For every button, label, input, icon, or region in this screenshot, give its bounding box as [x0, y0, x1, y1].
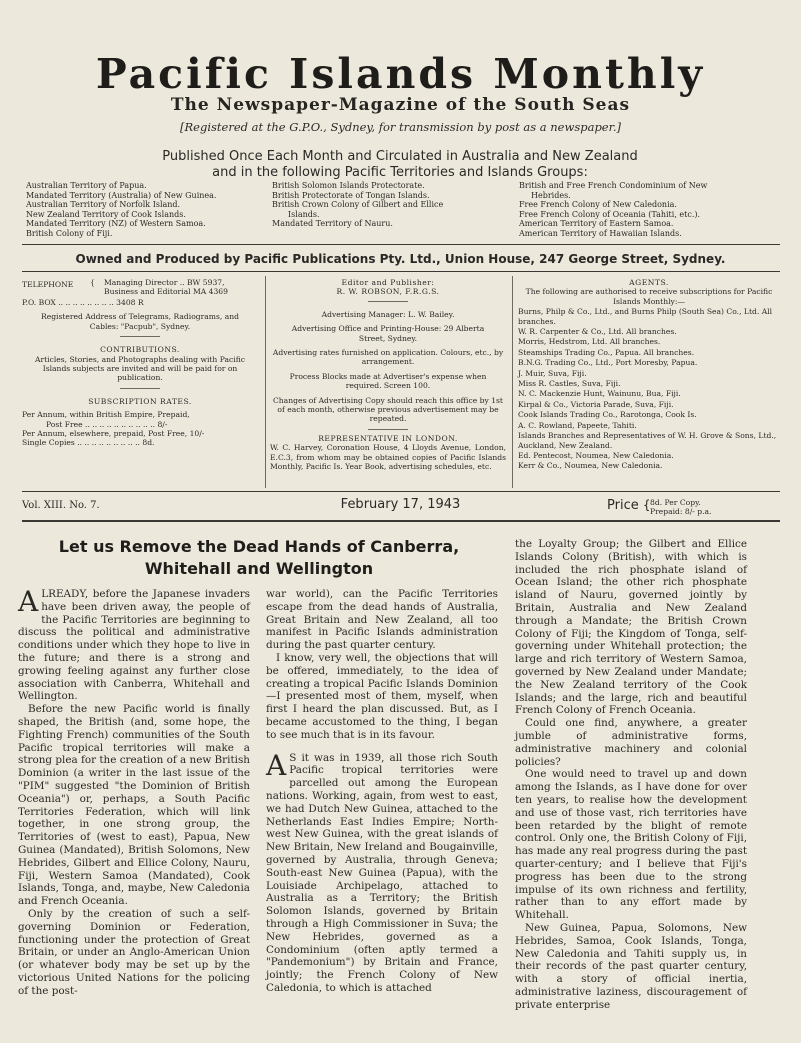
copy-changes: Changes of Advertising Copy should reach this office by 1st of each month, otherwise previous advertisement may be repeated. — [272, 395, 503, 424]
territory-item: British Solomon Islands Protectorate. — [272, 181, 425, 190]
divider — [22, 520, 780, 522]
price-label — [607, 498, 651, 513]
article-headline — [22, 536, 496, 580]
tel-managing-director: Managing Director .. BW 5937, — [104, 278, 225, 287]
territory-item: Australian Territory of Norfolk Island. — [26, 200, 181, 210]
published-line-1: Published Once Each Month and Circulated in Australia and New Zealand — [162, 149, 638, 164]
po-box: P.O. BOX .. .. .. .. .. .. .. .. 3408 R — [22, 298, 144, 307]
brace-glyph: { — [90, 278, 95, 287]
contributions-text: Articles, Stories, and Photographs dealing with Pacific Islands subjects are invited and will be paid for on publication. — [34, 354, 246, 383]
headline-line-2: Whitehall and Wellington — [144, 559, 374, 578]
territory-item: Mandated Territory (NZ) of Western Samoa. — [26, 219, 206, 229]
agent-item: B.N.G. Trading Co., Ltd., Port Moresby, Papua. — [518, 358, 698, 368]
subscription-heading: SUBSCRIPTION RATES. — [88, 396, 192, 406]
article-paragraph: war world), can the Pacific Territories escape from the dead hands of Australia, Great Britain and New Zealand, all too manifest in Pacific Islands administration during the past quarter century. — [266, 588, 498, 652]
tel-business-editorial: Business and Editorial MA 4369 — [104, 287, 228, 297]
volume-number: Vol. XIII. No. 7. — [22, 500, 100, 511]
registered-address: Registered Address of Telegrams, Radiograms, and Cables: "Pacpub", Sydney. — [40, 312, 239, 331]
territory-item: Mandated Territory (Australia) of New Guinea. — [26, 190, 217, 200]
territory-item: New Zealand Territory of Cook Islands. — [26, 209, 186, 219]
masthead-title: Pacific Islands Monthly — [95, 50, 706, 98]
subscription-rate: Per Annum, elsewhere, prepaid, Post Free, 10/- — [22, 429, 205, 439]
territories-col-1 — [26, 181, 216, 239]
price-label-text: Price — [607, 498, 639, 513]
territory-item: Free French Colony of Oceania (Tahiti, etc.). — [519, 209, 701, 219]
article-paragraph: the Loyalty Group; the Gilbert and Ellice Islands Colony (British), with which is included the rich phosphate island of Ocean Island; the other rich phosphate island of Nauru, governed jointly by Britain, Australia and New Zealand through a Mandate; the British Crown Colony of Fiji; the Kingdom of Tonga, self-governing under Whitehall protection; the large and rich territory of Western Samoa, governed by New Zealand under Mandate; the New Zealand territory of the Cook Islands; and the large, rich and beautiful French Colony of French Oceania. — [515, 538, 747, 717]
agent-item: Ed. Pentecost, Noumea, New Caledonia. — [518, 450, 674, 460]
info-middle-column — [270, 278, 506, 472]
article-column-1 — [18, 585, 250, 998]
advertising-manager: Advertising Manager: L. W. Bailey. — [321, 309, 455, 319]
london-rep-heading: REPRESENTATIVE IN LONDON. — [318, 433, 458, 443]
agents-heading: AGENTS. — [629, 278, 669, 287]
article-paragraph — [266, 748, 498, 995]
brace-glyph: { — [642, 498, 651, 512]
advertising-rates: Advertising rates furnished on application. Colours, etc., by arrangement. — [272, 348, 504, 367]
territory-item: Islands. — [288, 209, 320, 219]
published-statement — [60, 149, 740, 181]
divider — [368, 301, 408, 302]
article-column-2 — [266, 588, 498, 995]
article-paragraph: New Guinea, Papua, Solomons, New Hebrides, Samoa, Cook Islands, Tonga, New Caledonia and Tahiti supply us, in their records of the past quarter century, with a story of official inertia, administrative laziness, discouragement of private enterprise — [515, 921, 747, 1011]
issue-date: February 17, 1943 — [340, 497, 461, 512]
divider — [22, 244, 780, 245]
territory-item: Free French Colony of New Caledonia. — [519, 200, 677, 210]
owned-produced-line: Owned and Produced by Pacific Publications Pty. Ltd., Union House, 247 George Street, Sydney. — [75, 252, 726, 266]
agent-item: Cook Islands Trading Co., Rarotonga, Cook Is. — [518, 410, 697, 420]
masthead-subtitle: The Newspaper-Magazine of the South Seas — [170, 95, 631, 115]
paragraph-text: S it was in 1939, all those rich South Pacific tropical territories were parcelled out among the European nations. Working, again, from west to east, we had Dutch New Guinea, attached to the Netherlands East Indies Empire; North-west New Guinea, with the great islands of New Britain, New Ireland and Bougainville, governed by Australia, through Geneva; South-east New Guinea (Papua), with the Louisiade Archipelago, attached to Australia as a Territory; the British Solomon Islands, governed by Britain through a High Commissioner in Suva; the New Hebrides, governed as a Condominium (often aptly termed a "Pandemonium") by Britain and France, jointly; the French Colony of New Caledonia, to which is attached — [266, 751, 498, 994]
divider — [22, 491, 780, 492]
territory-item: British Protectorate of Tongan Islands. — [272, 190, 430, 200]
divider — [120, 388, 160, 389]
column-divider — [512, 276, 513, 488]
territories-col-2 — [272, 181, 443, 229]
territory-item: Mandated Territory of Nauru. — [272, 219, 393, 229]
article-paragraph: Before the new Pacific world is finally shaped, the British (and, some hope, the Fighting French) communities of the South Pacific tropical territories will make a strong plea for the creation of a new British Dominion (a writer in the last issue of the "PIM" suggested "the Dominion of British Oceania") or, perhaps, a South Pacific Territories Federation, which will link together, in one strong group, the Territories of (west to east), Papua, New Guinea (Mandated), British Solomons, New Hebrides, Gilbert and Ellice Colony, Nauru, Fiji, Western Samoa (Mandated), Cook Islands, Tonga, and, maybe, New Caledonia and French Oceania. — [18, 703, 250, 908]
territory-item: Hebrides. — [531, 190, 571, 200]
advertising-office: Advertising Office and Printing-House: 29 Alberta Street, Sydney. — [291, 324, 485, 343]
agent-item: Kirpal & Co., Victoria Parade, Suva, Fiji. — [518, 399, 674, 409]
contributions-heading: CONTRIBUTIONS. — [100, 345, 180, 355]
article-paragraph — [18, 585, 250, 703]
agent-item: Burns, Philp & Co., Ltd., and Burns Philp (South Sea) Co., Ltd. All branches. — [518, 307, 773, 326]
territory-item: Australian Territory of Papua. — [26, 181, 147, 190]
divider — [22, 271, 780, 272]
article-paragraph: Could one find, anywhere, a greater jumble of administrative forms, administrative machinery and colonial policies? — [515, 717, 747, 768]
agent-item: Miss R. Castles, Suva, Fiji. — [518, 379, 621, 389]
territory-item: British Colony of Fiji. — [26, 228, 113, 238]
agent-item: Morris, Hedstrom, Ltd. All branches. — [518, 337, 661, 347]
article-paragraph: Only by the creation of such a self-governing Dominion or Federation, functioning under the protection of Great Britain, or under an Anglo-American Union (or whatever body may be set up by the victorious United Nations for the policing of the post- — [18, 907, 250, 997]
column-divider — [265, 276, 266, 488]
territory-item: British Crown Colony of Gilbert and Ellice — [272, 200, 444, 210]
subscription-rate: Per Annum, within British Empire, Prepaid, — [22, 410, 190, 420]
london-rep-text: W. C. Harvey, Coronation House, 4 Lloyds Avenue, London, E.C.3, from whom may be obtained copies of Pacific Islands Monthly, Pacific Is. Year Book, advertising schedules, etc. — [270, 443, 506, 472]
editor-name: R. W. ROBSON, F.R.G.S. — [336, 287, 440, 297]
price-details — [650, 498, 711, 516]
territory-item: American Territory of Hawaiian Islands. — [519, 228, 682, 238]
subscription-rate: Single Copies .. .. .. .. .. .. .. .. .. 8d. — [22, 438, 155, 448]
published-line-2: and in the following Pacific Territories and Islands Groups: — [212, 165, 588, 180]
divider — [368, 429, 408, 430]
territory-item: American Territory of Eastern Samoa. — [519, 219, 674, 229]
process-blocks: Process Blocks made at Advertiser's expense when required. Screen 100. — [289, 371, 487, 391]
editor-heading: Editor and Publisher: — [341, 278, 435, 287]
territories-col-3 — [519, 181, 707, 239]
agent-item: W. R. Carpenter & Co., Ltd. All branches. — [518, 327, 677, 337]
registered-note: [Registered at the G.P.O., Sydney, for transmission by post as a newspaper.] — [180, 120, 621, 134]
drop-cap: A — [266, 748, 287, 782]
paragraph-text: LREADY, before the Japanese invaders have been driven away, the people of the Pacific Territories are beginning to discuss the political and administrative conditions under which they hope to live in the future; and there is a strong and growing feeling against any further close association with Canberra, Whitehall and Wellington. — [18, 588, 250, 703]
agents-intro: The following are authorised to receive subscriptions for Pacific Islands Monthly:— — [525, 287, 773, 306]
telephone-label: TELEPHONE — [22, 280, 74, 289]
info-left-column — [22, 278, 258, 448]
agent-item: J. Muir, Suva, Fiji. — [518, 368, 587, 378]
drop-cap: A — [18, 585, 39, 618]
agent-item: N. C. Mackenzie Hunt, Wainunu, Bua, Fiji. — [518, 389, 681, 399]
territory-item: British and Free French Condominium of New — [519, 181, 708, 190]
subscription-rate: Post Free .. .. .. .. .. .. .. .. .. .. 8/- — [46, 419, 168, 429]
agent-item: Kerr & Co., Noumea, New Caledonia. — [518, 461, 663, 471]
price-per-copy: 8d. Per Copy. — [650, 498, 701, 507]
agent-item: A. C. Rowland, Papeete, Tahiti. — [518, 420, 637, 430]
divider — [120, 336, 160, 337]
headline-line-1: Let us Remove the Dead Hands of Canberra, — [58, 537, 460, 556]
article-paragraph: One would need to travel up and down among the Islands, as I have done for over ten years, to realise how the development and use of those vast, rich territories have been retarded by the blight of remote control. Only one, the British Colony of Fiji, has made any real progress during the past quarter-century; and I believe that Fiji's progress has been due to the strong impulse of its own richness and fertility, rather than to any effort made by Whitehall. — [515, 768, 747, 922]
info-agents-column — [518, 278, 780, 471]
price-prepaid: Prepaid: 8/- p.a. — [650, 507, 712, 516]
article-paragraph: I know, very well, the objections that will be offered, immediately, to the idea of creating a tropical Pacific Islands Dominion—I presented most of them, myself, when first I heard the plan discussed. But, as I became accustomed to the thing, I began to see much that is in its favour. — [266, 651, 498, 741]
article-column-3 — [515, 538, 747, 1011]
agent-item: Steamships Trading Co., Papua. All branches. — [518, 347, 695, 357]
agent-item: Islands Branches and Representatives of W. H. Grove & Sons, Ltd., Auckland, New Zealand. — [518, 431, 777, 450]
